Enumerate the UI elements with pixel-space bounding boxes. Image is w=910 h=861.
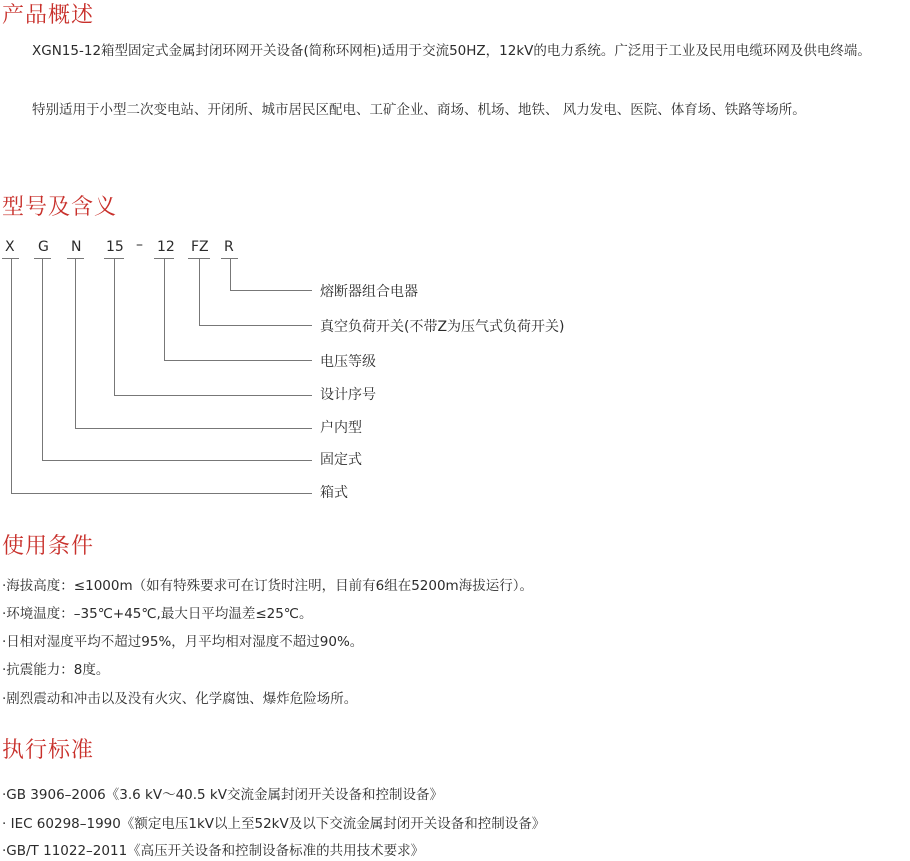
model-code-x: X <box>5 239 15 255</box>
model-label-switch: 真空负荷开关(不带Z为压气式负荷开关) <box>320 319 565 335</box>
condition-item: ·剧烈震动和冲击以及没有火灾、化学腐蚀、爆炸危险场所。 <box>2 691 358 707</box>
connector-line <box>11 493 312 494</box>
condition-item: ·日相对湿度平均不超过95%，月平均相对湿度不超过90%。 <box>2 634 364 650</box>
model-code-12: 12 <box>157 239 175 255</box>
connector-line <box>114 258 115 395</box>
model-label-indoor: 户内型 <box>320 420 362 436</box>
connector-line <box>164 360 312 361</box>
connector-line <box>42 460 312 461</box>
connector-line <box>230 258 231 290</box>
connector-line <box>230 290 312 291</box>
model-code-g: G <box>38 239 49 255</box>
connector-line <box>199 258 200 325</box>
model-label-voltage: 电压等级 <box>320 354 376 370</box>
model-code-n: N <box>71 239 82 255</box>
model-code-fz: FZ <box>191 239 209 255</box>
standard-item: ·GB 3906–2006《3.6 kV～40.5 kV交流金属封闭开关设备和控制设备》 <box>2 787 443 803</box>
model-label-fuse: 熔断器组合电器 <box>320 284 418 300</box>
connector-line <box>75 258 76 428</box>
standard-item: ·GB/T 11022–2011《高压开关设备和控制设备标准的共用技术要求》 <box>2 843 425 859</box>
connector-line <box>11 258 12 493</box>
overview-paragraph-1: XGN15-12箱型固定式金属封闭环网开关设备(简称环网柜)适用于交流50HZ，12kV的电力系统。广泛用于工业及民用电缆环网及供电终端。 <box>32 43 871 59</box>
condition-item: ·抗震能力：8度。 <box>2 662 110 678</box>
connector-line <box>164 258 165 360</box>
standards-title: 执行标准 <box>2 738 95 763</box>
standard-item: · IEC 60298–1990《额定电压1kV以上至52kV及以下交流金属封闭开关设备和控制设备》 <box>2 816 546 832</box>
conditions-title: 使用条件 <box>2 534 95 559</box>
connector-line <box>75 428 312 429</box>
model-label-fixed: 固定式 <box>320 452 362 468</box>
model-code-15: 15 <box>106 239 124 255</box>
condition-item: ·环境温度：–35℃+45℃,最大日平均温差≤25℃。 <box>2 606 313 622</box>
model-label-box: 箱式 <box>320 485 348 501</box>
model-code-r: R <box>224 239 234 255</box>
model-title: 型号及含义 <box>2 195 118 220</box>
connector-line <box>42 258 43 460</box>
connector-line <box>114 395 312 396</box>
overview-paragraph-2: 特别适用于小型二次变电站、开闭所、城市居民区配电、工矿企业、商场、机场、地铁、 风力发电、医院、体育场、铁路等场所。 <box>32 102 806 118</box>
condition-item: ·海拔高度：≤1000m（如有特殊要求可在订货时注明，目前有6组在5200m海拔运行）。 <box>2 578 533 594</box>
connector-line <box>199 325 312 326</box>
model-label-design: 设计序号 <box>320 387 376 403</box>
overview-title: 产品概述 <box>2 3 95 28</box>
model-code-dash: – <box>136 237 143 253</box>
